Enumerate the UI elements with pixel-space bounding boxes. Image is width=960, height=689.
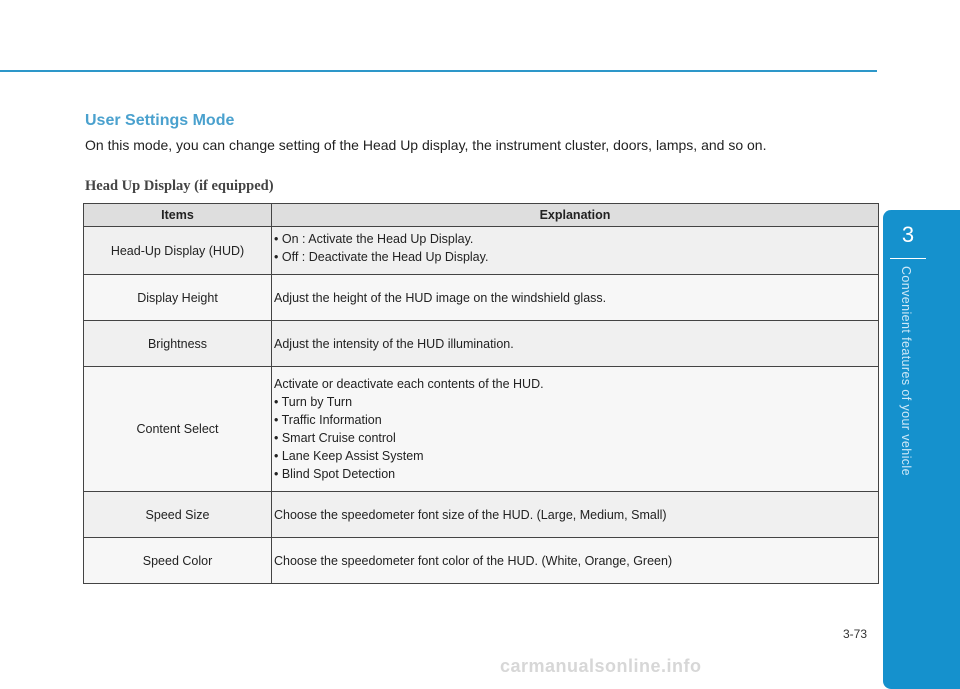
explanation-cell <box>272 538 879 584</box>
header-explanation: Explanation <box>272 204 879 227</box>
explanation-cell <box>272 321 879 367</box>
explanation-cell <box>272 227 879 275</box>
item-cell: Speed Color <box>84 538 272 584</box>
explanation-line: • Turn by Turn <box>274 395 353 409</box>
explanation-line: Choose the speedometer font color of the HUD. (White, Orange, Green) <box>274 553 673 568</box>
item-cell: Speed Size <box>84 492 272 538</box>
item-cell: Display Height <box>84 275 272 321</box>
watermark: carmanualsonline.info <box>500 656 702 676</box>
table-row <box>84 275 879 321</box>
page-number: 3-73 <box>843 627 868 641</box>
header-items: Items <box>84 204 272 227</box>
explanation-line: • Smart Cruise control <box>274 431 396 445</box>
explanation-line: • Blind Spot Detection <box>274 467 396 481</box>
hud-settings-table <box>83 203 879 584</box>
explanation-line: Adjust the intensity of the HUD illumination. <box>274 336 514 351</box>
item-cell: Head-Up Display (HUD) <box>84 227 272 275</box>
item-cell: Content Select <box>84 367 272 492</box>
chapter-title: Convenient features of your vehicle <box>899 266 913 476</box>
explanation-line: Adjust the height of the HUD image on the windshield glass. <box>274 290 607 305</box>
chapter-side-tab <box>883 210 960 689</box>
subsection-title: Head Up Display (if equipped) <box>85 178 274 194</box>
explanation-line: • Lane Keep Assist System <box>274 449 424 463</box>
explanation-line: Activate or deactivate each contents of the HUD. <box>274 377 544 391</box>
explanation-line: Choose the speedometer font size of the HUD. (Large, Medium, Small) <box>274 507 667 522</box>
table-row <box>84 227 879 275</box>
table-row <box>84 321 879 367</box>
chapter-divider <box>890 258 926 259</box>
explanation-cell <box>272 492 879 538</box>
table-header-row <box>84 204 879 227</box>
intro-text: On this mode, you can change setting of the Head Up display, the instrument cluster, doors, lamps, and so on. <box>85 137 767 153</box>
table-row <box>84 538 879 584</box>
table-row <box>84 492 879 538</box>
table-row <box>84 367 879 492</box>
explanation-line: • On : Activate the Head Up Display. <box>274 232 474 246</box>
chapter-number: 3 <box>901 222 915 247</box>
explanation-cell <box>272 367 879 492</box>
explanation-line: • Off : Deactivate the Head Up Display. <box>274 250 489 264</box>
section-title: User Settings Mode <box>85 112 235 129</box>
item-cell: Brightness <box>84 321 272 367</box>
header-rule <box>0 70 877 72</box>
explanation-cell <box>272 275 879 321</box>
explanation-line: • Traffic Information <box>274 413 382 427</box>
